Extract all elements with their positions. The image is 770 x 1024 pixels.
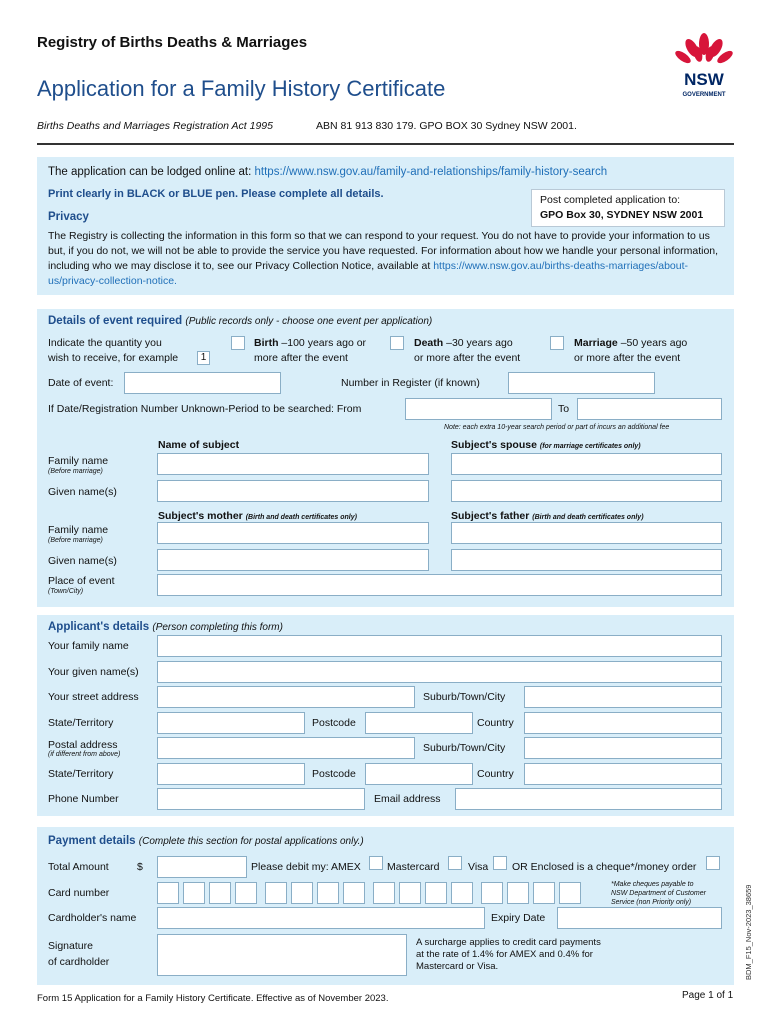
phone-input[interactable] — [157, 788, 365, 810]
card-number-label: Card number — [48, 887, 110, 899]
signature-label-1: Signature — [48, 940, 93, 952]
applicant-given-names-input[interactable] — [157, 661, 722, 683]
mother-given-names-input[interactable] — [157, 549, 429, 571]
card-digit-box[interactable] — [507, 882, 529, 904]
page-number: Page 1 of 1 — [682, 990, 734, 1001]
postal-postcode-input[interactable] — [365, 763, 473, 785]
country-input[interactable] — [524, 712, 722, 734]
postal-country-input[interactable] — [524, 763, 722, 785]
logo-subtext: GOVERNMENT — [682, 92, 726, 98]
death-option-label: Death –30 years ago — [414, 337, 513, 349]
date-of-event-label: Date of event: — [48, 377, 114, 389]
suburb-input[interactable] — [524, 686, 722, 708]
example-quantity-box: 1 — [197, 351, 210, 365]
postal-suburb-input[interactable] — [524, 737, 722, 759]
subject-family-name-input[interactable] — [157, 453, 429, 475]
father-given-names-input[interactable] — [451, 549, 722, 571]
card-digit-box[interactable] — [481, 882, 503, 904]
father-family-name-input[interactable] — [451, 522, 722, 544]
search-fee-note: Note: each extra 10-year search period or part of incurs an additional fee — [444, 424, 670, 431]
card-digit-box[interactable] — [317, 882, 339, 904]
death-option-sub: or more after the event — [414, 352, 521, 364]
total-amount-input[interactable] — [157, 856, 247, 878]
name-of-subject-heading: Name of subject — [158, 439, 240, 451]
mastercard-label: Mastercard — [387, 861, 440, 873]
card-digit-box[interactable] — [533, 882, 555, 904]
cheque-label: OR Enclosed is a cheque*/money order — [512, 861, 697, 873]
abn-address: ABN 81 913 830 179. GPO BOX 30 Sydney NSW 2001. — [316, 120, 577, 132]
card-digit-box[interactable] — [425, 882, 447, 904]
spouse-given-names-input[interactable] — [451, 480, 722, 502]
place-of-event-input[interactable] — [157, 574, 722, 596]
card-digit-box[interactable] — [559, 882, 581, 904]
country-label: Country — [477, 717, 514, 729]
event-heading: Details of event required (Public records only - choose one event per application) — [48, 315, 433, 327]
before-marriage-note: (Before marriage) — [48, 468, 103, 475]
card-digit-box[interactable] — [343, 882, 365, 904]
birth-quantity-box[interactable] — [231, 336, 245, 350]
privacy-link[interactable]: https://www.nsw.gov.au/births-deaths-marriages/about-us/privacy-collection-notice. — [48, 260, 689, 287]
register-number-input[interactable] — [508, 372, 655, 394]
parent-before-marriage-note: (Before marriage) — [48, 537, 103, 544]
spouse-family-name-input[interactable] — [451, 453, 722, 475]
privacy-text: The Registry is collecting the information in this form so that we can respond to your request. You do not have to provide your information to us but, if you do not, we will not be able to provide the service you have requested. For information about how we handle your personal information, including who we may disclose it to, see our Privacy Collection Notice, available at https://www.nsw.gov.au/births-deaths-marriages/about-us/privacy-collection-notice. — [48, 230, 719, 287]
card-digit-box[interactable] — [157, 882, 179, 904]
postal-address-label: Postal address — [48, 739, 118, 751]
state-input[interactable] — [157, 712, 305, 734]
card-digit-box[interactable] — [373, 882, 395, 904]
visa-checkbox[interactable] — [493, 856, 507, 870]
email-input[interactable] — [455, 788, 722, 810]
street-address-input[interactable] — [157, 686, 415, 708]
suburb-label: Suburb/Town/City — [423, 691, 506, 703]
form-code: BDM_F15_Nov-2023_38659 — [744, 884, 753, 980]
cardholder-name-label: Cardholder's name — [48, 912, 137, 924]
postal-country-label: Country — [477, 768, 514, 780]
subject-given-names-input[interactable] — [157, 480, 429, 502]
visa-label: Visa — [468, 861, 489, 873]
applicant-family-name-label: Your family name — [48, 640, 129, 652]
post-address: GPO Box 30, SYDNEY NSW 2001 — [540, 209, 704, 221]
signature-label-2: of cardholder — [48, 956, 110, 968]
nsw-government-logo — [668, 30, 740, 102]
search-to-input[interactable] — [577, 398, 722, 420]
card-digit-box[interactable] — [291, 882, 313, 904]
mastercard-checkbox[interactable] — [448, 856, 462, 870]
marriage-option-label: Marriage –50 years ago — [574, 337, 688, 349]
expiry-date-label: Expiry Date — [491, 912, 546, 924]
search-to-label: To — [558, 403, 570, 415]
act-reference: Births Deaths and Marriages Registration Act 1995 — [37, 120, 273, 132]
form-title: Application for a Family History Certificate — [37, 76, 446, 101]
mother-family-name-input[interactable] — [157, 522, 429, 544]
post-address-box — [531, 189, 725, 227]
payment-heading: Payment details (Complete this section for postal applications only.) — [48, 835, 364, 847]
town-city-note: (Town/City) — [48, 588, 84, 595]
print-clearly-instruction: Print clearly in BLACK or BLUE pen. Please complete all details. — [48, 188, 384, 200]
search-period-label: If Date/Registration Number Unknown-Period to be searched: From — [48, 403, 362, 415]
place-of-event-label: Place of event — [48, 575, 115, 587]
privacy-heading: Privacy — [48, 211, 89, 223]
spouse-heading: Subject's spouse (for marriage certificates only) — [451, 439, 641, 451]
cardholder-name-input[interactable] — [157, 907, 485, 929]
date-of-event-input[interactable] — [124, 372, 281, 394]
signature-input[interactable] — [157, 934, 407, 976]
postcode-label: Postcode — [312, 717, 356, 729]
cheque-checkbox[interactable] — [706, 856, 720, 870]
birth-option-sub: more after the event — [254, 352, 348, 364]
birth-option-label: Birth –100 years ago or — [254, 337, 367, 349]
postal-state-input[interactable] — [157, 763, 305, 785]
cheque-payable-note: *Make cheques payable to NSW Department of Customer Service (non Priority only) — [611, 881, 706, 906]
post-label: Post completed application to: — [540, 194, 681, 206]
postal-address-note: (if different from above) — [48, 751, 121, 758]
online-link[interactable]: https://www.nsw.gov.au/family-and-relationships/family-history-search — [254, 166, 608, 178]
search-from-input[interactable] — [405, 398, 552, 420]
applicant-family-name-input[interactable] — [157, 635, 722, 657]
postcode-input[interactable] — [365, 712, 473, 734]
postal-suburb-label: Suburb/Town/City — [423, 742, 506, 754]
marriage-option-sub: or more after the event — [574, 352, 681, 364]
quantity-label-2: wish to receive, for example — [48, 352, 179, 364]
parent-family-name-label: Family name — [48, 524, 109, 536]
subject-given-names-label: Given name(s) — [48, 486, 117, 498]
total-amount-label: Total Amount — [48, 861, 109, 873]
postal-state-label: State/Territory — [48, 768, 114, 780]
logo-text: NSW — [684, 70, 724, 89]
online-notice: The application can be lodged online at: https://www.nsw.gov.au/family-and-relationships/family-history-search — [48, 166, 608, 178]
applicant-heading: Applicant's details (Person completing this form) — [48, 621, 283, 633]
header-divider — [37, 143, 734, 145]
father-heading: Subject's father (Birth and death certificates only) — [451, 510, 644, 522]
postal-postcode-label: Postcode — [312, 768, 356, 780]
postal-address-input[interactable] — [157, 737, 415, 759]
card-digit-box[interactable] — [399, 882, 421, 904]
card-digit-box[interactable] — [235, 882, 257, 904]
expiry-date-input[interactable] — [557, 907, 722, 929]
death-quantity-box[interactable] — [390, 336, 404, 350]
surcharge-notice: A surcharge applies to credit card payments at the rate of 1.4% for AMEX and 0.4% for Mastercard or Visa. — [416, 937, 601, 972]
card-digit-box[interactable] — [451, 882, 473, 904]
subject-family-name-label: Family name — [48, 455, 109, 467]
phone-label: Phone Number — [48, 793, 119, 805]
debit-label: Please debit my: AMEX — [251, 861, 361, 873]
card-digit-box[interactable] — [209, 882, 231, 904]
register-number-label: Number in Register (if known) — [341, 377, 480, 389]
state-label: State/Territory — [48, 717, 114, 729]
email-label: Email address — [374, 793, 441, 805]
card-digit-box[interactable] — [265, 882, 287, 904]
registry-name: Registry of Births Deaths & Marriages — [37, 34, 308, 51]
card-digit-box[interactable] — [183, 882, 205, 904]
marriage-quantity-box[interactable] — [550, 336, 564, 350]
dollar-sign: $ — [137, 861, 143, 873]
street-address-label: Your street address — [48, 691, 139, 703]
parent-given-names-label: Given name(s) — [48, 555, 117, 567]
quantity-label-1: Indicate the quantity you — [48, 337, 162, 349]
form-footer: Form 15 Application for a Family History Certificate. Effective as of November 2023. — [37, 993, 389, 1004]
applicant-given-names-label: Your given name(s) — [48, 666, 139, 678]
amex-checkbox[interactable] — [369, 856, 383, 870]
mother-heading: Subject's mother (Birth and death certificates only) — [158, 510, 357, 522]
